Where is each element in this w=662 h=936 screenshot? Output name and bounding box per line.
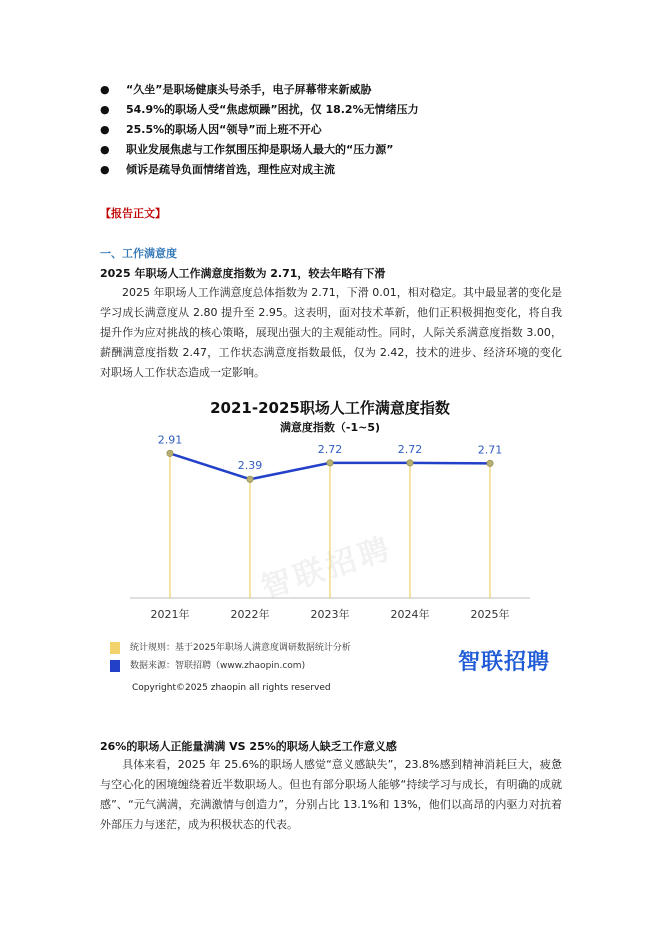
data-point — [167, 450, 173, 456]
x-tick-label: 2022年 — [230, 608, 270, 621]
bullet-dot-icon: ● — [100, 103, 110, 116]
data-label: 2.72 — [397, 442, 423, 456]
subheading-meaning: 26%的职场人正能量满满 VS 25%的职场人缺乏工作意义感 — [100, 740, 397, 753]
data-label: 2.39 — [237, 459, 263, 473]
report-body-tag: 【报告正文】 — [100, 207, 166, 220]
chart-canvas — [110, 393, 550, 643]
bullet-dot-icon: ● — [100, 83, 110, 96]
bullet-text: 职业发展焦虑与工作氛围压抑是职场人最大的“压力源” — [126, 143, 394, 156]
data-point — [327, 460, 333, 466]
copyright-text: Copyright©2025 zhaopin all rights reserved — [132, 683, 331, 693]
bullet-text: 25.5%的职场人因“领导”而上班不开心 — [126, 123, 322, 136]
data-label: 2.71 — [477, 443, 503, 457]
paragraph-satisfaction — [100, 283, 562, 383]
legend-rule-swatch — [110, 642, 120, 654]
section-heading: 一、工作满意度 — [100, 247, 177, 260]
x-tick-label: 2023年 — [310, 608, 350, 621]
data-label: 2.72 — [317, 442, 343, 456]
summary-bullet — [100, 160, 580, 180]
subheading-satisfaction-index: 2025 年职场人工作满意度指数为 2.71，较去年略有下滑 — [100, 267, 386, 280]
paragraph-text: 2025 年职场人工作满意度总体指数为 2.71，下滑 0.01，相对稳定。其中最显著的变化是学习成长满意度从 2.80 提升至 2.95。这表明，面对技术革新，他们正积极拥抱变化，将自我提升作为应对挑战的核心策略，展现出强大的主观能动性。同时，人际关系满意度指数 3.00，薪酬满意度指数 2.47，工作状态满意度指数最低，仅为 2.42，技术的进步、经济环境的变化对职场人工作状态造成一定影响。 — [100, 286, 562, 379]
chart-subtitle: 满意度指数（-1~5) — [279, 421, 381, 434]
summary-bullet-list — [100, 80, 580, 180]
bullet-dot-icon: ● — [100, 163, 110, 176]
data-point — [487, 460, 493, 466]
summary-bullet — [100, 120, 580, 140]
bullet-text: 倾诉是疏导负面情绪首选，理性应对成主流 — [126, 163, 335, 176]
summary-bullet — [100, 140, 580, 160]
legend-source-swatch — [110, 660, 120, 672]
paragraph-text: 具体来看，2025 年 25.6%的职场人感觉“意义感缺失”，23.8%感到精神消耗巨大，疲惫与空心化的困境缠绕着近半数职场人。但也有部分职场人能够“持续学习与成长，有明确的成就感”、“元气满满，充满激情与创造力”，分别占比 13.1%和 13%，他们以高昂的内驱力对抗着外部压力与迷茫，成为积极状态的代表。 — [100, 758, 562, 831]
bullet-dot-icon: ● — [100, 123, 110, 136]
chart-title: 2021-2025职场人工作满意度指数 — [210, 399, 450, 417]
x-tick-label: 2025年 — [470, 608, 510, 621]
data-point — [247, 476, 253, 482]
summary-bullet — [100, 100, 580, 120]
paragraph-meaning — [100, 755, 562, 835]
data-point — [407, 460, 413, 466]
bullet-text: 54.9%的职场人受“焦虑烦躁”困扰，仅 18.2%无情绪压力 — [126, 103, 419, 116]
satisfaction-chart — [110, 393, 550, 703]
zhaopin-logo: 智联招聘 — [458, 650, 551, 675]
x-tick-label: 2021年 — [150, 608, 190, 621]
bullet-dot-icon: ● — [100, 143, 110, 156]
legend-rule-label: 统计规则：基于2025年职场人满意度调研数据统计分析 — [130, 643, 351, 653]
watermark: 智联招聘 — [257, 530, 398, 606]
summary-bullet — [100, 80, 580, 100]
data-label: 2.91 — [157, 433, 183, 447]
bullet-text: “久坐”是职场健康头号杀手，电子屏幕带来新威胁 — [126, 83, 372, 96]
x-tick-label: 2024年 — [390, 608, 430, 621]
legend-source-label: 数据来源：智联招聘（www.zhaopin.com) — [130, 661, 306, 671]
